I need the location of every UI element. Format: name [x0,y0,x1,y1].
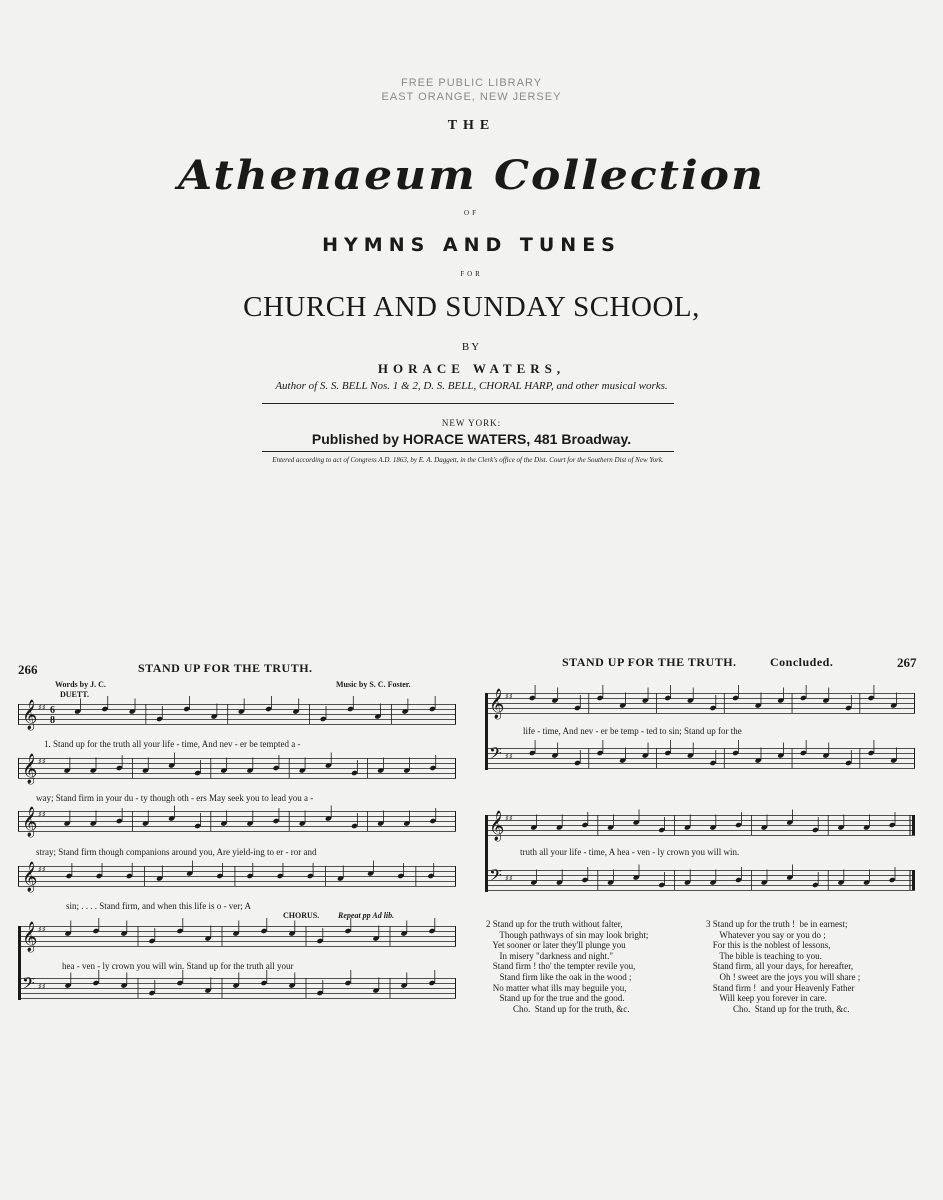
library-stamp-line-1: FREE PUBLIC LIBRARY [400,77,543,89]
svg-text:♯♯: ♯♯ [505,692,513,701]
system-brace-left [18,926,21,1000]
music-credit: Music by S. C. Foster. [336,680,411,689]
lyric-left-4: sin; . . . . Stand firm, and when this life is o - ver; A [66,901,251,911]
staff-left-5-treble [18,922,456,952]
svg-text:𝄞: 𝄞 [22,862,38,892]
svg-text:𝄞: 𝄞 [22,807,38,837]
svg-text:♯♯: ♯♯ [505,752,513,761]
svg-text:8: 8 [50,715,55,726]
library-stamp [0,76,943,104]
staff-right-2-treble [485,811,915,841]
publisher-line: Published by HORACE WATERS, 481 Broadway. [311,431,632,447]
svg-text:♯♯: ♯♯ [505,874,513,883]
svg-text:6: 6 [50,705,55,716]
chorus-marking: CHORUS. [283,911,320,920]
concluded-label: Concluded. [770,655,834,669]
staff-right-1-treble [485,689,915,719]
imprint-city: NEW YORK: [441,418,502,428]
duett-marking: DUETT. [60,690,89,699]
title-of: OF [464,209,479,217]
stanza-3: 3 Stand up for the truth ! be in earnest; Whatever you say or you do ; For this is the noblest of lessons, The bible is teaching to you. Stand firm, all your days, for hereafter, Oh ! sweet are the joys you will share ; Stand firm ! and your Heavenly Father Will keep you forever in care. Cho. Stand up for the truth, &c. [706,919,861,1014]
words-credit: Words by J. C. [55,680,106,689]
subtitle: HYMNS AND TUNES [322,234,621,256]
svg-text:𝄞: 𝄞 [22,700,38,730]
svg-text:𝄞: 𝄞 [22,922,38,952]
svg-text:𝄢: 𝄢 [22,973,35,997]
svg-text:𝄞: 𝄞 [489,689,505,719]
svg-text:♯♯: ♯♯ [38,810,46,819]
main-title: Athenaeum Collection [178,152,765,199]
page-number-right: 267 [897,655,917,670]
svg-text:𝄢: 𝄢 [489,743,502,767]
svg-text:♯♯: ♯♯ [38,865,46,874]
song-title-right: STAND UP FOR THE TRUTH. [562,655,737,669]
title-rule-2 [262,451,674,452]
repeat-marking: Repeat pp Ad lib. [338,911,395,920]
staff-left-4 [18,862,456,892]
title-rule-1 [262,403,674,404]
title-by: BY [461,341,482,353]
svg-text:𝄞: 𝄞 [489,811,505,841]
system-brace-right-2 [485,815,488,892]
library-stamp-line-2: EAST ORANGE, NEW JERSEY [381,91,562,103]
lyric-right-2: truth all your life - time, A hea - ven - ly crown you will win. [520,847,740,857]
lyric-left-5: hea - ven - ly crown you will win. Stand up for the truth all your [62,961,294,971]
svg-text:𝄢: 𝄢 [489,865,502,889]
title-for: FOR [460,270,483,278]
page-number-left: 266 [18,662,38,677]
stanza-2: 2 Stand up for the truth without falter, Though pathways of sin may look bright; Yet sooner or later they'll plunge you In misery "darkness and night." Stand firm ! tho' the tempter revile you, Stand firm like the oak in the wood ; No matter what ills may beguile you, Stand up for the true and the good. Cho. Stand up for the truth, &c. [486,919,649,1014]
system-brace-right-1 [485,693,488,770]
lyric-right-1: life - time, And nev - er be temp - ted to sin; Stand up for the [523,726,742,736]
staff-left-1 [18,700,456,730]
svg-text:♯♯: ♯♯ [38,703,46,712]
author-name: HORACE WATERS, [377,361,566,376]
svg-text:♯♯: ♯♯ [38,982,46,991]
song-title-left: STAND UP FOR THE TRUTH. [138,661,313,675]
lyric-left-3: stray; Stand firm though companions around you, Are yield-ing to er - ror and [36,847,317,857]
svg-text:𝄞: 𝄞 [22,754,38,784]
staff-right-1-bass [485,743,915,770]
svg-text:♯♯: ♯♯ [505,814,513,823]
svg-text:♯♯: ♯♯ [38,757,46,766]
author-works: Author of S. S. BELL Nos. 1 & 2, D. S. BELL, CHORAL HARP, and other musical works. [275,380,668,392]
staff-left-5-bass [18,973,456,1000]
lyric-left-2: way; Stand firm in your du - ty though oth - ers May seek you to lead you a - [36,793,314,803]
title-the: THE [447,118,496,133]
staff-right-2-bass [485,865,915,892]
staff-left-2 [18,754,456,784]
copyright-notice: Entered according to act of Congress A.D. 1863, by E. A. Daggett, in the Clerk's office of the Dist. Court for the Southern Dist of New York. [272,456,664,464]
lyric-left-1: 1. Stand up for the truth all your life - time, And nev - er be tempted a - [44,739,301,749]
svg-text:♯♯: ♯♯ [38,925,46,934]
purpose-line: CHURCH AND SUNDAY SCHOOL, [243,291,700,323]
staff-left-3 [18,807,456,837]
